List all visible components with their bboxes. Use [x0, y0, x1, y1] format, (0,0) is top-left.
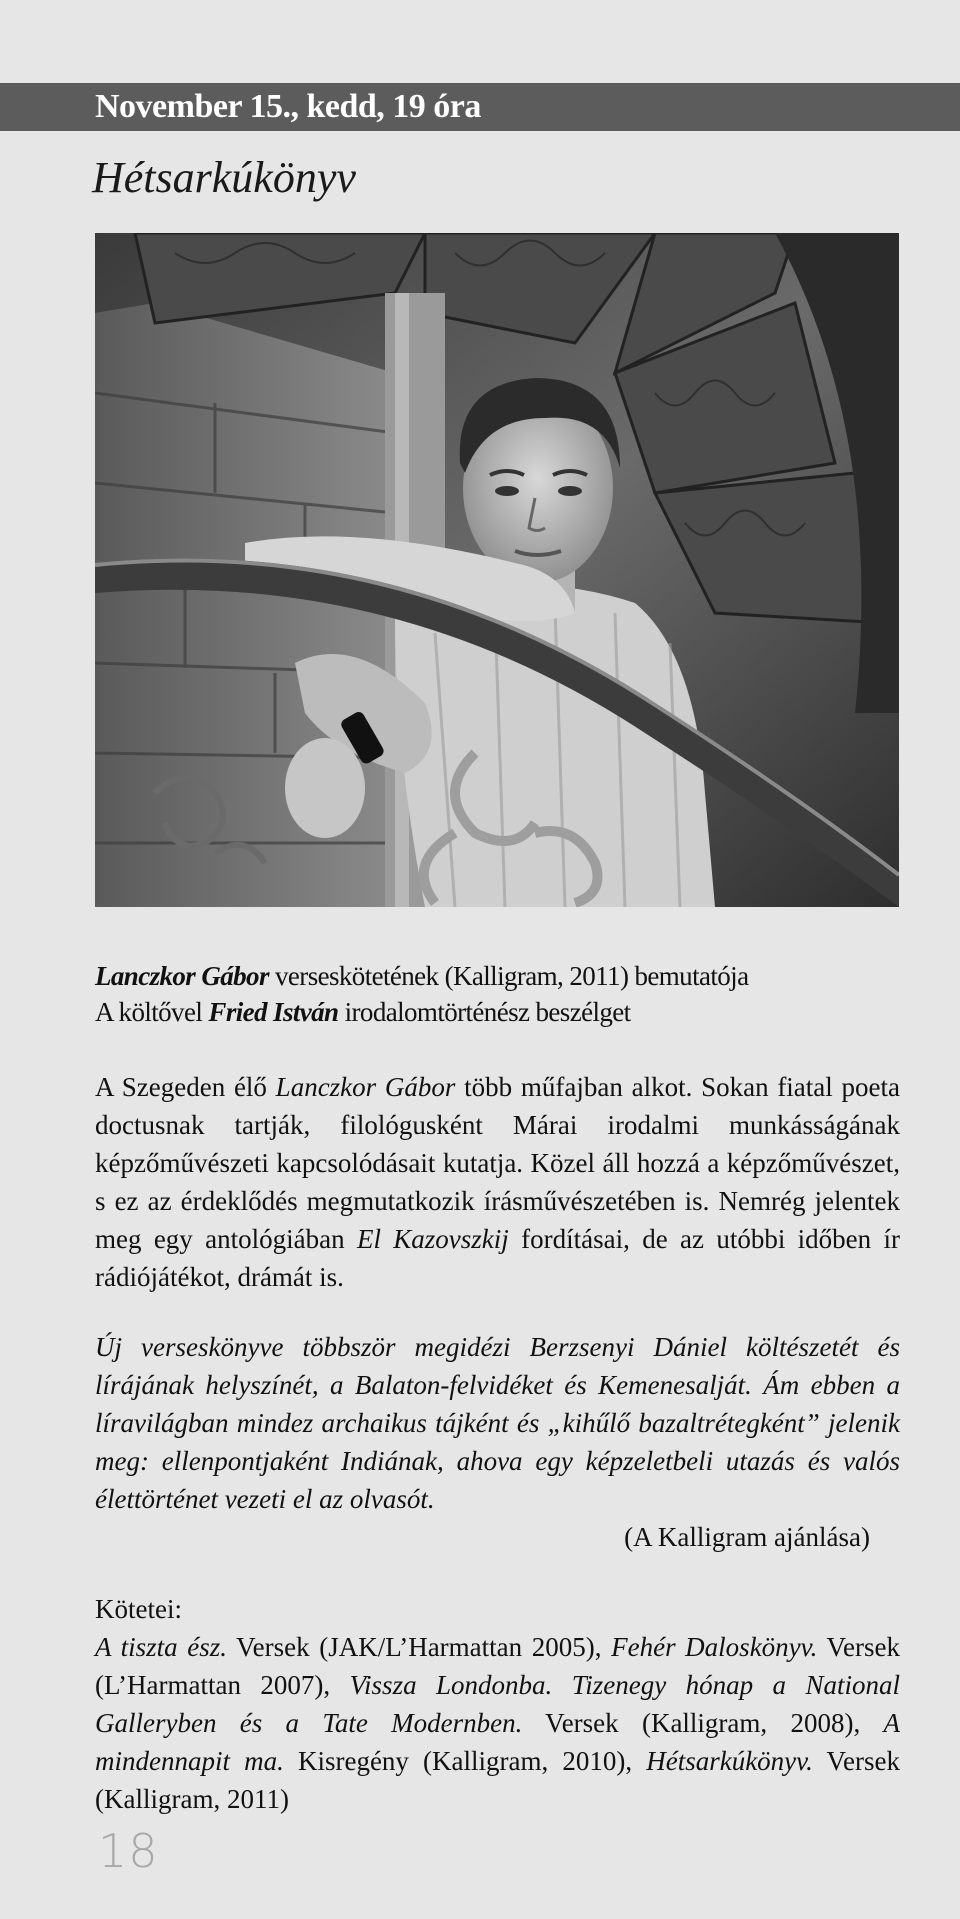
intro-paragraph: A Szegeden élő Lanczkor Gábor több műfajban alkot. Sokan fiatal poeta doctusnak tartják, filológusként Márai irodalmi munkásságának képzőművészeti kapcsolódásait kutatja. Közel áll hozzá a képzőművészet, s ez az érdeklődés megmutatkozik írásművészetében is. Nemrég jelentek meg egy antológiában El Kazovszkij fordításai, de az utóbbi időben ír rádiójátékot, drámát is.	[95, 1072, 900, 1292]
author-photo	[95, 233, 899, 907]
recommendation-source: (A Kalligram ajánlása)	[624, 1522, 870, 1552]
recommendation-paragraph	[95, 1328, 900, 1556]
book-title: Vissza Londonba. Tizenegy hónap a National Galleryben és a Tate Modernben.	[95, 1670, 901, 1738]
author-photo-image	[95, 233, 899, 907]
books-list: Kötetei: A tiszta ész. Versek (JAK/L’Harmattan 2005), Fehér Daloskönyv. Versek (L’Harmattan 2007), Vissza Londonba. Tizenegy hónap a National Galleryben és a Tate Modernben. Versek (Kalligram, 2008), A mindennapit ma. Kisregény (Kalligram, 2010), Hétsarkúkönyv. Versek (Kalligram, 2011)	[95, 1590, 900, 1818]
book-title: Hétsarkúkönyv.	[646, 1746, 813, 1776]
event-subtitle	[95, 958, 905, 1030]
subtitle-line-1: Lanczkor Gábor verseskötetének (Kalligram, 2011) bemutatója	[95, 961, 749, 991]
subtitle-line-2: A költővel Fried István irodalomtörténész beszélget	[95, 997, 631, 1027]
event-title: Hétsarkúkönyv	[92, 153, 356, 202]
book-title: A mindennapit ma.	[95, 1708, 900, 1776]
books-label: Kötetei:	[95, 1594, 182, 1624]
event-date: November 15., kedd, 19 óra	[95, 88, 481, 125]
host-name: Fried István	[208, 997, 339, 1027]
book-title: Fehér Daloskönyv.	[611, 1632, 818, 1662]
intro-work: El Kazovszkij	[356, 1224, 509, 1254]
date-bar	[0, 83, 960, 131]
page-number: 18	[98, 1824, 159, 1878]
author-name: Lanczkor Gábor	[95, 961, 269, 991]
intro-author: Lanczkor Gábor	[275, 1072, 456, 1102]
recommendation-text: Új verseskönyve többször megidézi Berzsenyi Dániel költészetét és lírájának helyszínét, a Balaton-felvidéket és Kemenesalját. Ám ebben a líravilágban mindez archaikus tájként és „kihűlő bazaltrétegként” jelenik meg: ellenpontjaként Indiának, ahova egy képzeletbeli utazás és valós élettörténet vezeti el az olvasót.	[95, 1332, 900, 1514]
book-title: A tiszta ész.	[95, 1632, 227, 1662]
